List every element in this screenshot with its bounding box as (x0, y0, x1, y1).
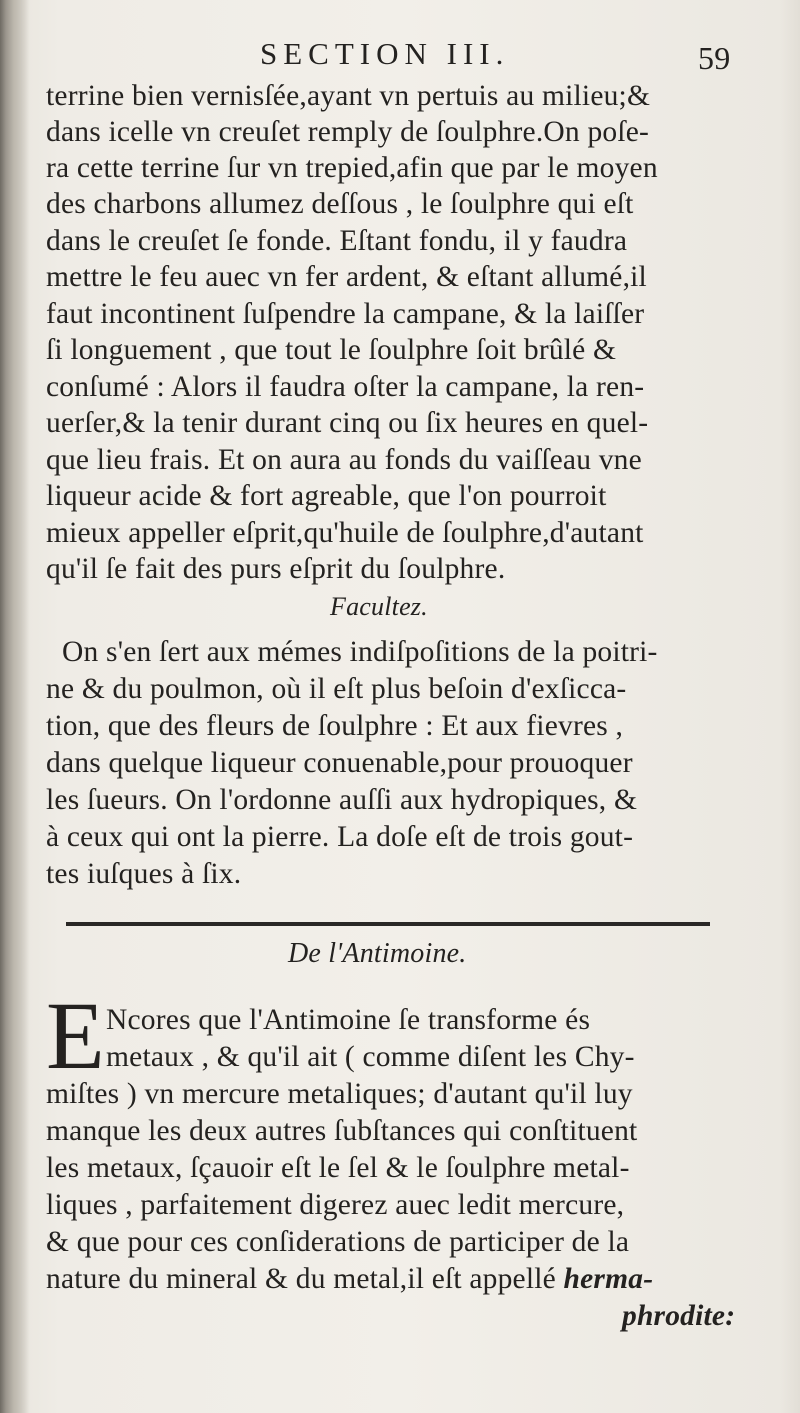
text-line: que lieu frais. Et on aura au fonds du vaiſſeau vne (46, 444, 642, 476)
text-line: ra cette terrine ſur vn trepied,afin que par le moyen (46, 152, 658, 184)
text-line: mieux appeller eſprit,qu'huile de ſoulphre,d'autant (46, 517, 644, 549)
text-line: On s'en ſert aux mémes indiſpoſitions de la poitri- (62, 636, 658, 668)
text-line: faut incontinent ſuſpendre la campane, & la laiſſer (46, 298, 645, 330)
text-line: tion, que des fleurs de ſoulphre : Et aux fievres , (46, 710, 624, 742)
page-number: 59 (698, 40, 731, 76)
text-line: à ceux qui ont la pierre. La doſe eſt de trois gout- (46, 821, 634, 853)
text-line: phrodite: (622, 1300, 736, 1332)
text-line: dans le creuſet ſe fonde. Eſtant fondu, il y faudra (46, 225, 628, 257)
text-line: tes iuſques à ſix. (46, 858, 242, 890)
text-line: metaux , & qu'il ait ( comme diſent les Chy- (106, 1041, 635, 1073)
text-line: manque les deux autres ſubſtances qui conſtituent (46, 1115, 638, 1147)
text-span: nature du mineral & du metal,il eſt appellé (46, 1263, 556, 1295)
text-line: les ſueurs. On l'ordonne auſſi aux hydropiques, & (46, 784, 638, 816)
text-line: les metaux, ſçauoir eſt le ſel & le ſoulphre metal- (46, 1152, 630, 1184)
page-header (46, 30, 766, 80)
text-line: ne & du poulmon, où il eſt plus beſoin d'exſicca- (46, 673, 627, 705)
text-line: ſi longuement , que tout le ſoulphre ſoit brûlé & (46, 334, 617, 366)
section-divider (66, 922, 710, 926)
text-line: dans quelque liqueur conuenable,pour prouoquer (46, 747, 633, 779)
section-heading: De l'Antimoine. (288, 938, 467, 969)
drop-cap: E (46, 982, 105, 1089)
text-line: liques , parfaitement digerez auec ledit mercure, (46, 1189, 625, 1221)
text-line: qu'il ſe fait des purs eſprit du ſoulphre. (46, 553, 506, 585)
text-line: miſtes ) vn mercure metaliques; d'autant qu'il luy (46, 1078, 633, 1110)
running-title: SECTION III. (260, 36, 510, 71)
text-line: mettre le feu auec vn fer ardent, & eſtant allumé,il (46, 261, 647, 293)
text-line: terrine bien vernisſée,ayant vn pertuis au milieu;& (46, 80, 651, 112)
facultez-heading: Facultez. (330, 592, 428, 621)
text-line: dans icelle vn creuſet remply de ſoulphre.On poſe- (46, 116, 650, 148)
binding-gutter (0, 0, 30, 1413)
text-line: & que pour ces conſiderations de participer de la (46, 1226, 630, 1258)
italic-word: herma- (563, 1263, 654, 1295)
text-line: des charbons allumez deſſous , le ſoulphre qui eſt (46, 188, 634, 220)
text-line: uerſer,& la tenir durant cinq ou ſix heures en quel- (46, 407, 649, 439)
text-line: Ncores que l'Antimoine ſe transforme és (106, 1004, 591, 1036)
text-line: liqueur acide & fort agreable, que l'on pourroit (46, 480, 607, 512)
text-line (46, 1261, 653, 1297)
text-line: conſumé : Alors il faudra oſter la campane, la ren- (46, 371, 645, 403)
